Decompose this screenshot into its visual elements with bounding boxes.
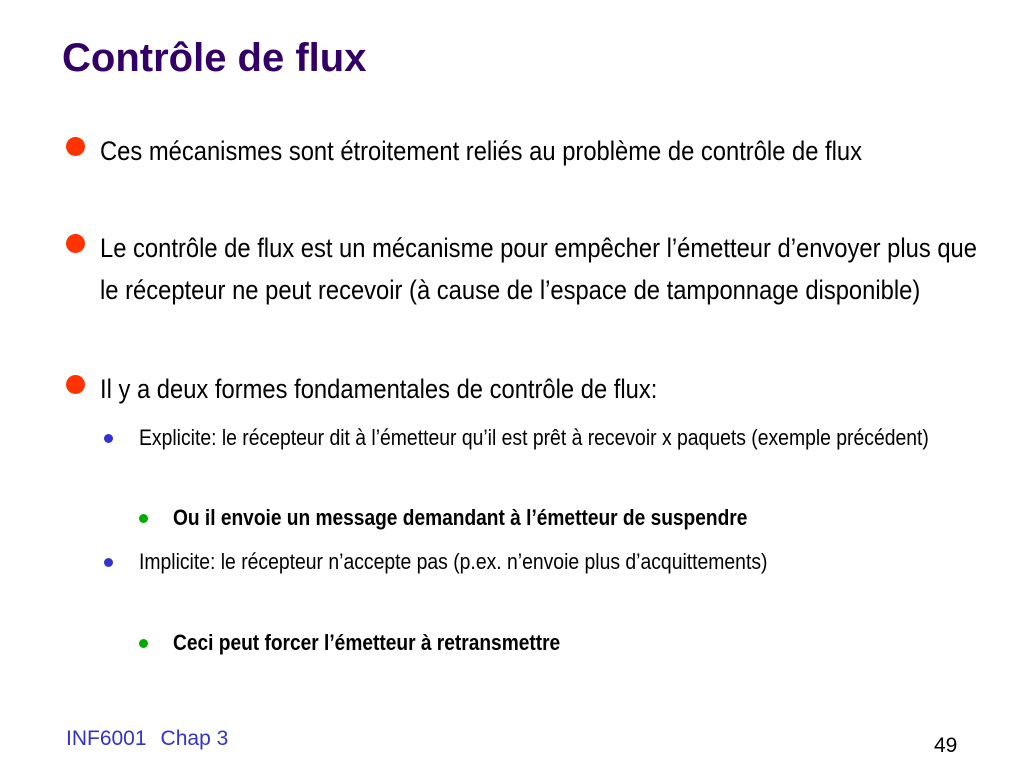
- bullet-dot-icon: [66, 375, 85, 394]
- sub-sub-bullet-item: [173, 628, 956, 658]
- sub-sub-bullet-dot-icon: [139, 514, 148, 523]
- sub-bullet-item: [139, 419, 957, 457]
- sub-sub-bullet-text: Ou il envoie un message demandant à l’émetteur de suspendre: [173, 505, 748, 530]
- sub-sub-bullet-item: [173, 503, 956, 533]
- bullet-dot-icon: [66, 137, 85, 156]
- footer-course-info: [66, 727, 242, 751]
- bullet-item: [100, 227, 980, 311]
- sub-bullet-dot-icon: [104, 558, 113, 567]
- bullet-dot-icon: [66, 234, 85, 253]
- sub-bullet-dot-icon: [104, 434, 113, 443]
- slide-title: Contrôle de flux: [62, 36, 367, 80]
- page-number: 49: [934, 734, 958, 757]
- bullet-item: [100, 368, 980, 410]
- sub-bullet-text: Implicite: le récepteur n’accepte pas (p.ex. n’envoie plus d’acquittements): [139, 549, 768, 574]
- bullet-item: [100, 130, 980, 172]
- bullet-text: Il y a deux formes fondamentales de contrôle de flux:: [100, 374, 658, 404]
- bullet-text: Le contrôle de flux est un mécanisme pour empêcher l’émetteur d’envoyer plus que le récepteur ne peut recevoir (à cause de l’espace de tamponnage disponible): [100, 233, 977, 305]
- sub-sub-bullet-dot-icon: [139, 639, 148, 648]
- footer-chapter: Chap 3: [160, 727, 229, 750]
- bullet-text: Ces mécanismes sont étroitement reliés au problème de contrôle de flux: [100, 136, 863, 166]
- footer-course: INF6001: [66, 727, 147, 750]
- sub-sub-bullet-text: Ceci peut forcer l’émetteur à retransmettre: [173, 630, 561, 655]
- sub-bullet-item: [139, 543, 957, 581]
- sub-bullet-text: Explicite: le récepteur dit à l’émetteur qu’il est prêt à recevoir x paquets (exemple précédent): [139, 425, 929, 450]
